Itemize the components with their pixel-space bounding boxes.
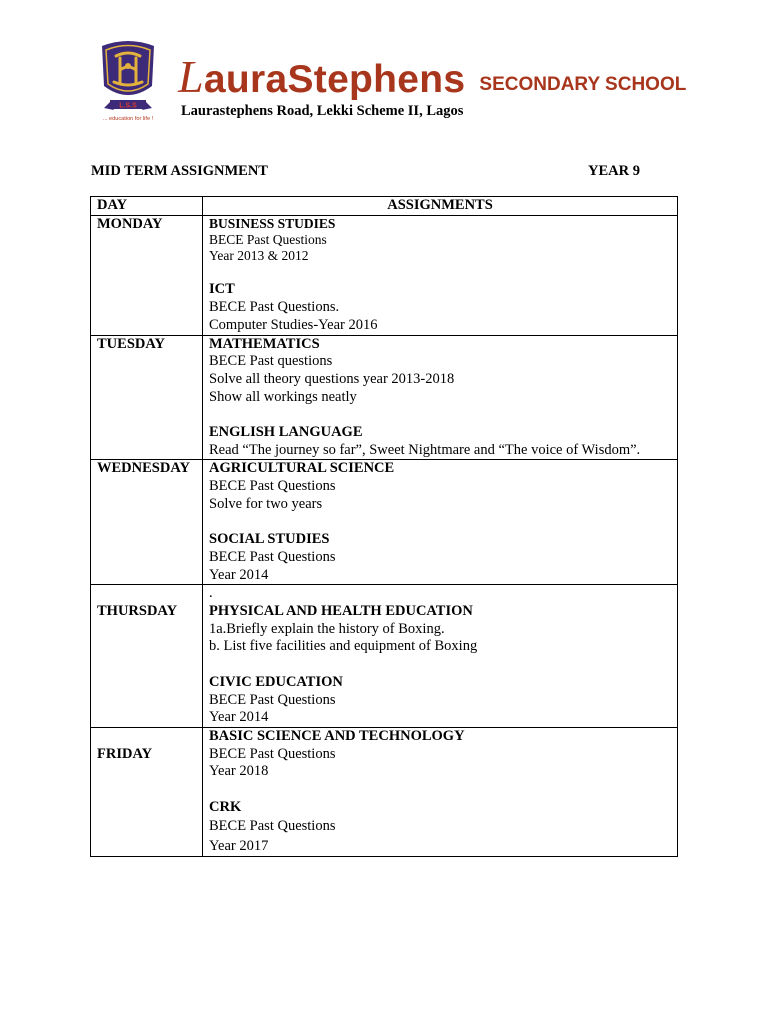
assignment-line: Year 2018 xyxy=(209,763,269,780)
school-crest-logo xyxy=(90,36,166,128)
assignment-cell xyxy=(203,727,678,857)
assignment-line: Year 2014 xyxy=(209,566,269,583)
assignment-cell xyxy=(203,585,678,728)
subject-title: SOCIAL STUDIES xyxy=(209,531,330,548)
day-cell xyxy=(91,585,203,728)
assignment-line: BECE Past Questions xyxy=(209,691,336,708)
assignment-line: BECE Past Questions. xyxy=(209,299,340,316)
stray-dot: . xyxy=(209,585,213,602)
assignment-line: Computer Studies-Year 2016 xyxy=(209,316,378,333)
assignment-line: b. List five facilities and equipment of Boxing xyxy=(209,638,478,655)
subject-title: CRK xyxy=(209,798,242,815)
assignment-line: Year 2014 xyxy=(209,709,269,726)
assignment-cell xyxy=(203,215,678,335)
assignment-cell xyxy=(203,460,678,585)
subject-title: BASIC SCIENCE AND TECHNOLOGY xyxy=(209,727,465,744)
logo-text: L.S.S xyxy=(119,102,137,110)
subject-title: CIVIC EDUCATION xyxy=(209,673,343,690)
assignment-line: BECE Past Questions xyxy=(209,745,336,762)
assignment-line: BECE Past Questions xyxy=(209,231,327,247)
table-row xyxy=(91,585,678,728)
assignment-line: Solve all theory questions year 2013-2018 xyxy=(209,370,455,387)
assignment-line: 1a.Briefly explain the history of Boxing. xyxy=(209,620,445,637)
logo-motto: ... education for life ! xyxy=(102,116,154,122)
assignment-line: Year 2013 & 2012 xyxy=(209,247,309,263)
assignment-title: MID TERM ASSIGNMENT xyxy=(91,163,268,179)
day-cell: WEDNESDAY xyxy=(91,460,203,585)
assignment-year: YEAR 9 xyxy=(588,163,640,179)
header-day: DAY xyxy=(91,197,203,216)
subject-title: PHYSICAL AND HEALTH EDUCATION xyxy=(209,603,473,620)
header-assignments: ASSIGNMENTS xyxy=(203,197,678,216)
assignment-line: Read “The journey so far”, Sweet Nightmare and “The voice of Wisdom”. xyxy=(209,441,641,458)
table-row xyxy=(91,727,678,857)
table-row xyxy=(91,460,678,585)
school-type: SECONDARY SCHOOL xyxy=(479,74,687,95)
assignment-line: BECE Past Questions xyxy=(209,548,336,565)
day-cell: TUESDAY xyxy=(91,335,203,460)
school-name-initial: L xyxy=(178,51,204,102)
assignment-line: Show all workings neatly xyxy=(209,388,357,405)
subject-title: MATHEMATICS xyxy=(209,335,320,352)
table-row xyxy=(91,215,678,335)
table-row xyxy=(91,335,678,460)
day-cell: MONDAY xyxy=(91,215,203,335)
day-label: THURSDAY xyxy=(97,603,178,619)
assignment-line: Solve for two years xyxy=(209,495,323,512)
subject-title: AGRICULTURAL SCIENCE xyxy=(209,460,395,477)
assignment-table xyxy=(90,196,678,857)
subject-title: ENGLISH LANGUAGE xyxy=(209,424,363,440)
school-name-rest: auraStephens xyxy=(203,58,466,101)
assignment-line: BECE Past questions xyxy=(209,353,333,370)
assignment-cell xyxy=(203,335,678,460)
school-address: Laurastephens Road, Lekki Scheme II, Lagos xyxy=(181,103,464,119)
subject-title: BUSINESS STUDIES xyxy=(209,215,336,231)
assignment-line: BECE Past Questions xyxy=(209,478,336,495)
day-cell xyxy=(91,727,203,857)
table-header-row xyxy=(91,197,678,216)
day-label: FRIDAY xyxy=(97,745,153,762)
school-name xyxy=(178,50,686,103)
assignment-line: BECE Past Questions xyxy=(209,818,336,835)
assignment-line: Year 2017 xyxy=(209,838,269,855)
subject-title: ICT xyxy=(209,281,235,298)
